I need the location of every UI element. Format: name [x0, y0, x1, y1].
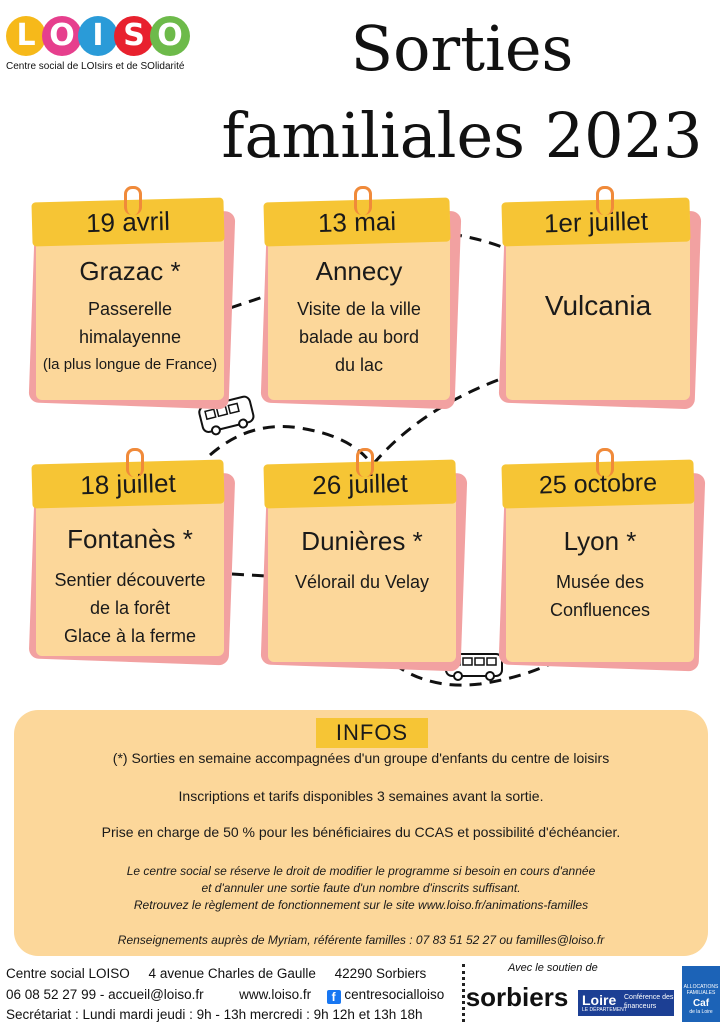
outing-desc-line: Sentier découverte — [54, 570, 206, 590]
infos-panel — [14, 710, 708, 956]
caf-logo-region: de la Loire — [689, 1009, 713, 1015]
page-title-line1: Sorties — [350, 12, 574, 85]
infos-contact: Renseignements auprès de Myriam, référente familles : 07 83 51 52 27 ou familles@loiso.fr — [117, 933, 605, 947]
caf-logo-brand: Caf — [692, 998, 710, 1009]
outing-place: Grazac * — [79, 256, 181, 286]
logo-letter: O — [150, 16, 190, 56]
dash-segment — [230, 296, 266, 308]
paperclip-icon — [124, 186, 142, 215]
support-label: Avec le soutien de — [508, 962, 598, 974]
logo-letter: L — [6, 16, 46, 56]
outing-desc-line: Visite de la ville — [297, 299, 421, 319]
outing-desc-line: Glace à la ferme — [63, 626, 197, 646]
outing-desc-line: Musée des — [555, 572, 645, 592]
outing-date: 26 juillet — [263, 459, 456, 508]
paperclip-icon — [126, 448, 144, 477]
page-title-line2: familiales 2023 — [221, 99, 703, 172]
outing-desc — [268, 568, 456, 596]
outing-desc-line: de la forêt — [89, 598, 171, 618]
outing-desc — [268, 295, 450, 379]
infos-line: (*) Sorties en semaine accompagnées d'un groupe d'enfants du centre de loisirs — [112, 750, 610, 766]
paperclip-icon — [596, 448, 614, 477]
outing-date: 19 avril — [31, 197, 224, 246]
outing-place: Annecy — [315, 256, 403, 286]
loire-logo — [578, 990, 674, 1016]
outing-card — [502, 462, 702, 668]
outing-desc-line: balade au bord — [298, 327, 420, 347]
outing-date: 18 juillet — [31, 459, 224, 508]
logo-letter: I — [78, 16, 118, 56]
conference-financeurs-text: Conférence des financeurs — [624, 994, 674, 1010]
outing-date: 1er juillet — [501, 198, 690, 247]
outing-card — [264, 200, 458, 406]
outing-date: 25 octobre — [501, 459, 694, 508]
infos-line: Prise en charge de 50 % pour les bénéficiaires du CCAS et possibilité d'échéancier. — [101, 824, 621, 840]
infos-note: et d'annuler une sortie faute d'un nombre d'inscrits suffisant. — [201, 881, 521, 895]
loire-logo-text: Loire — [582, 992, 617, 1008]
outing-desc-line: Passerelle — [87, 299, 173, 319]
outing-desc-line: Confluences — [549, 600, 651, 620]
outing-card — [502, 200, 698, 406]
sorbiers-logo: sorbiers — [465, 982, 569, 1012]
outing-card — [32, 200, 232, 406]
caf-logo-text: ALLOCATIONS FAMILIALES — [683, 984, 719, 996]
outing-desc-line: Vélorail du Velay — [294, 572, 430, 592]
outing-desc — [36, 566, 224, 650]
footer-contact — [6, 987, 444, 1004]
outing-card — [32, 462, 232, 662]
dash-segment — [210, 427, 370, 462]
logo-tagline: Centre social de LOIsirs et de SOlidarité — [6, 61, 185, 72]
paperclip-icon — [356, 448, 374, 477]
infos-note: Retrouvez le règlement de fonctionnement sur le site www.loiso.fr/animations-familles — [133, 898, 589, 912]
infos-heading: INFOS — [316, 718, 428, 748]
outing-desc — [506, 568, 694, 624]
outing-desc — [36, 295, 224, 379]
footer-phone-email: 06 08 52 27 99 - accueil@loiso.fr — [6, 987, 204, 1002]
footer-hours: Secrétariat : Lundi mardi jeudi : 9h - 13h mercredi : 9h 12h et 13h 18h — [6, 1007, 423, 1022]
outing-place: Fontanès * — [67, 524, 193, 554]
caf-logo — [682, 966, 720, 1022]
loire-logo-sub: LE DÉPARTEMENT — [582, 1007, 627, 1013]
website-link[interactable]: www.loiso.fr — [239, 987, 312, 1002]
outing-place: Vulcania — [544, 290, 652, 321]
logo-letter: O — [42, 16, 82, 56]
outing-desc-line: (la plus longue de France) — [42, 356, 218, 373]
outing-place: Dunières * — [301, 526, 423, 556]
infos-line: Inscriptions et tarifs disponibles 3 semaines avant la sortie. — [178, 788, 544, 804]
outing-date: 13 mai — [263, 198, 450, 247]
outing-place: Lyon * — [563, 526, 637, 556]
outing-desc-line: du lac — [334, 355, 384, 375]
logo-letter: S — [114, 16, 154, 56]
infos-note: Le centre social se réserve le droit de modifier le programme si besoin en cours d'année — [126, 864, 596, 878]
paperclip-icon — [354, 186, 372, 215]
facebook-link[interactable]: centresocialloiso — [344, 987, 445, 1002]
paperclip-icon — [596, 186, 614, 215]
facebook-icon: f — [327, 990, 341, 1004]
outing-card — [264, 462, 464, 668]
outing-desc-line: himalayenne — [78, 327, 182, 347]
dash-segment — [232, 574, 266, 576]
footer-address: Centre social LOISO 4 avenue Charles de Gaulle 42290 Sorbiers — [6, 966, 427, 981]
footer — [0, 960, 724, 1024]
